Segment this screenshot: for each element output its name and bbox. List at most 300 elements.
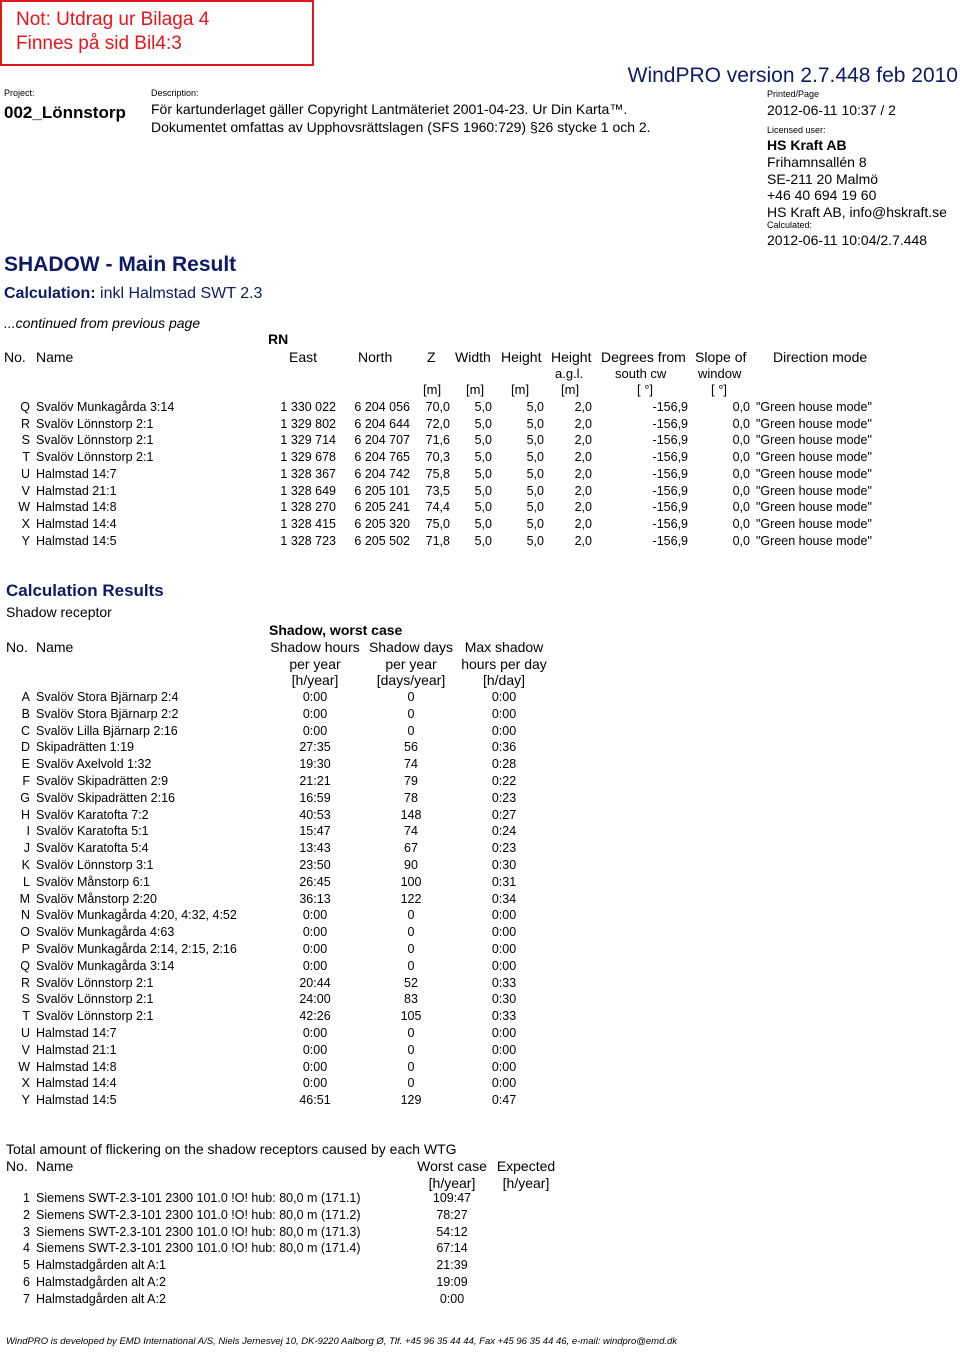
receptor-height: 5,0 [526,483,544,498]
receptor-agl: 2,0 [574,500,592,515]
result-shadow-days: 129 [400,1093,422,1108]
result-row [0,874,960,891]
result-shadow-hours: 26:45 [299,874,331,889]
receptor-no: V [21,483,30,498]
receptor-north: 6 205 241 [354,500,410,515]
result-row [0,924,960,941]
receptor-north: 6 205 502 [354,533,410,548]
receptor-name: Halmstad 21:1 [36,483,117,498]
col-slope: Slope of [695,349,747,365]
result-row [0,689,960,706]
receptor-no: T [22,450,30,465]
result-max-shadow: 0:00 [491,958,517,973]
receptor-slope: 0,0 [732,516,750,531]
result-row [0,1092,960,1109]
description-line-2: Dokumentet omfattas av Upphovsrättslagen (SFS 1960:729) §26 stycke 1 och 2. [151,119,651,135]
col-no: No. [4,349,26,365]
receptor-width: 5,0 [474,416,492,431]
receptor-z: 72,0 [425,416,450,431]
wtg-name: Siemens SWT-2.3-101 2300 101.0 !O! hub: 80,0 m (171.4) [36,1241,361,1256]
result-no: A [21,690,30,704]
result-shadow-days: 0 [407,1042,415,1057]
receptor-slope: 0,0 [732,500,750,515]
result-row [0,807,960,824]
result-row [0,891,960,908]
receptor-name: Svalöv Lönnstorp 2:1 [36,416,154,431]
receptor-height: 5,0 [526,500,544,515]
calculated-value: 2012-06-11 10:04/2.7.448 [767,232,928,248]
unit-height: [m] [511,382,530,397]
result-no: H [20,807,30,822]
result-shadow-days: 79 [404,774,418,788]
licensee-address-2: SE-211 20 Malmö [767,171,879,187]
result-row [0,840,960,857]
receptor-east: 1 328 723 [280,533,336,548]
receptor-row [0,483,960,500]
result-name: Svalöv Skipadrätten 2:16 [36,790,175,805]
result-no: K [21,858,30,872]
receptor-no: R [20,416,30,431]
result-row [0,975,960,992]
result-shadow-days: 52 [404,975,418,990]
result-row [0,1008,960,1025]
printed-label: Printed/Page [767,89,820,99]
result-shadow-hours: 0:00 [302,1076,328,1091]
res-col-days-unit: [days/year] [376,672,446,688]
result-row [0,857,960,874]
licensee-address-1: Frihamnsallén 8 [767,154,867,170]
result-shadow-days: 0 [407,908,415,923]
receptor-degrees: -156,9 [652,433,688,448]
result-shadow-hours: 0:00 [302,1059,328,1074]
result-name: Halmstad 14:5 [36,1093,117,1108]
receptor-row [0,466,960,483]
receptor-width: 5,0 [474,516,492,531]
result-row [0,823,960,840]
result-no: N [20,908,30,923]
col-slope-sub: window [698,366,742,381]
result-no: E [21,757,30,772]
receptor-direction-mode: "Green house mode" [756,483,872,498]
receptor-direction-mode: "Green house mode" [756,533,872,548]
receptor-height: 5,0 [526,400,544,414]
receptor-width: 5,0 [474,533,492,548]
result-shadow-hours: 42:26 [299,1009,331,1024]
wtg-row [0,1274,960,1291]
result-max-shadow: 0:00 [491,908,517,923]
result-no: B [21,706,30,721]
res-col-hours-sub: per year [289,656,341,672]
licensee-name: HS Kraft AB [767,137,847,153]
wtg-name: Halmstadgården alt A:1 [36,1258,166,1273]
note-line-1: Not: Utdrag ur Bilaga 4 [16,9,210,30]
wtg-no: 4 [23,1241,30,1256]
receptor-agl: 2,0 [574,533,592,548]
result-name: Svalöv Munkagårda 4:63 [36,925,175,940]
res-col-max-sub: hours per day [461,656,547,672]
result-shadow-days: 78 [404,790,418,805]
result-shadow-hours: 16:59 [299,790,331,805]
result-name: Halmstad 21:1 [36,1042,117,1057]
result-name: Halmstad 14:4 [36,1076,117,1091]
wtg-worst-case: 21:39 [436,1258,468,1273]
receptor-north: 6 204 742 [354,466,410,481]
wtg-no: 5 [23,1258,30,1273]
result-shadow-days: 83 [404,992,418,1007]
wtg-worst-case: 19:09 [436,1275,468,1289]
result-shadow-hours: 20:44 [299,975,331,990]
result-shadow-days: 74 [404,757,418,772]
receptor-height: 5,0 [526,516,544,531]
receptor-direction-mode: "Green house mode" [756,416,872,431]
receptor-east: 1 328 415 [280,516,336,531]
wtg-name: Siemens SWT-2.3-101 2300 101.0 !O! hub: 80,0 m (171.3) [36,1224,361,1239]
result-shadow-hours: 23:50 [299,858,331,872]
result-max-shadow: 0:27 [491,807,517,822]
receptor-east: 1 328 270 [280,500,336,515]
result-row [0,1025,960,1042]
result-shadow-days: 100 [400,874,422,889]
result-no: O [20,925,30,940]
project-label: Project: [4,88,35,98]
wtg-name: Halmstadgården alt A:2 [36,1275,166,1289]
receptor-agl: 2,0 [574,433,592,448]
receptor-no: Q [20,400,30,414]
receptor-width: 5,0 [474,433,492,448]
result-row [0,706,960,723]
receptor-z: 75,8 [425,466,450,481]
unit-degrees: [ °] [637,382,654,397]
result-row [0,773,960,790]
receptor-degrees: -156,9 [652,466,688,481]
result-max-shadow: 0:31 [491,874,517,889]
result-shadow-days: 90 [404,858,418,872]
receptor-degrees: -156,9 [652,400,688,414]
receptor-no: S [21,433,30,448]
result-no: T [22,1009,30,1024]
receptor-direction-mode: "Green house mode" [756,433,872,448]
result-shadow-days: 0 [407,1076,415,1091]
licensee-phone: +46 40 694 19 60 [767,187,877,203]
result-shadow-days: 0 [407,958,415,973]
result-name: Svalöv Lönnstorp 2:1 [36,975,154,990]
receptor-name: Svalöv Munkagårda 3:14 [36,400,175,414]
receptor-name: Halmstad 14:4 [36,516,117,531]
receptor-name: Halmstad 14:8 [36,500,117,515]
receptor-no: W [18,500,30,515]
receptor-slope: 0,0 [732,400,750,414]
result-no: L [23,874,30,889]
receptor-name: Svalöv Lönnstorp 2:1 [36,433,154,448]
result-shadow-days: 0 [407,706,415,721]
result-shadow-days: 0 [407,1059,415,1074]
receptor-width: 5,0 [474,500,492,515]
result-shadow-hours: 21:21 [299,774,331,788]
res-col-name: Name [36,639,74,655]
wtg-no: 6 [23,1275,30,1289]
result-shadow-hours: 0:00 [302,706,328,721]
receptor-no: X [21,516,30,531]
receptor-z: 71,8 [425,533,450,548]
res-col-no: No. [6,639,28,655]
result-name: Svalöv Skipadrätten 2:9 [36,774,169,788]
result-name: Svalöv Karatofta 5:4 [36,841,149,856]
result-shadow-days: 56 [404,740,418,755]
result-max-shadow: 0:34 [491,891,517,906]
receptor-slope: 0,0 [732,466,750,481]
result-shadow-days: 148 [400,807,422,822]
wtg-name: Siemens SWT-2.3-101 2300 101.0 !O! hub: 80,0 m (171.1) [36,1191,361,1205]
rn-label: RN [268,331,289,347]
result-row [0,991,960,1008]
results-subtitle: Shadow receptor [6,604,112,620]
licensed-label: Licensed user: [767,125,826,135]
result-no: M [19,891,30,906]
result-shadow-days: 105 [400,1009,422,1024]
receptor-north: 6 204 644 [354,416,410,431]
result-max-shadow: 0:30 [491,858,517,872]
receptor-direction-mode: "Green house mode" [756,400,872,414]
receptor-agl: 2,0 [574,400,592,414]
calculation-label: Calculation: [4,285,96,302]
result-shadow-hours: 0:00 [302,690,328,704]
wtg-worst-case: 0:00 [439,1291,465,1306]
result-max-shadow: 0:33 [491,1009,517,1024]
receptor-east: 1 329 802 [280,416,336,431]
result-name: Svalöv Karatofta 7:2 [36,807,149,822]
receptor-z: 70,3 [425,450,450,465]
result-shadow-days: 0 [407,925,415,940]
result-max-shadow: 0:33 [491,975,517,990]
result-shadow-hours: 19:30 [299,757,331,772]
receptor-degrees: -156,9 [652,483,688,498]
result-no: W [18,1059,30,1074]
receptor-row [0,449,960,466]
receptor-slope: 0,0 [732,450,750,465]
result-row [0,756,960,773]
result-max-shadow: 0:30 [491,992,517,1007]
result-shadow-days: 74 [404,824,418,839]
receptor-name: Halmstad 14:5 [36,533,117,548]
receptor-north: 6 204 056 [354,400,410,414]
col-height-agl: Height [551,349,592,365]
result-row [0,907,960,924]
res-col-max: Max shadow [464,639,544,655]
result-name: Svalöv Axelvold 1:32 [36,757,152,772]
receptor-direction-mode: "Green house mode" [756,516,872,531]
result-name: Svalöv Stora Bjärnarp 2:2 [36,706,179,721]
receptor-agl: 2,0 [574,416,592,431]
result-no: G [20,790,30,805]
wtg-name: Siemens SWT-2.3-101 2300 101.0 !O! hub: 80,0 m (171.2) [36,1207,361,1222]
result-max-shadow: 0:00 [491,1026,517,1040]
receptor-row [0,432,960,449]
result-no: Q [20,958,30,973]
receptor-z: 74,4 [425,500,450,515]
wtg-row [0,1291,960,1308]
receptor-row [0,533,960,550]
wtg-name: Halmstadgården alt A:2 [36,1291,166,1306]
receptor-slope: 0,0 [732,433,750,448]
receptor-degrees: -156,9 [652,416,688,431]
unit-width: [m] [466,382,485,397]
receptor-degrees: -156,9 [652,516,688,531]
result-name: Svalöv Månstorp 2:20 [36,891,157,906]
result-name: Svalöv Munkagårda 4:20, 4:32, 4:52 [36,908,237,923]
res-col-max-unit: [h/day] [482,672,526,688]
result-name: Svalöv Lönnstorp 2:1 [36,992,154,1007]
result-no: J [23,841,30,856]
receptor-north: 6 204 765 [354,450,410,465]
calculated-label: Calculated: [767,220,813,230]
footer-text: WindPRO is developed by EMD International A/S, Niels Jernesvej 10, DK-9220 Aalborg Ø, Tlf. +45 96 35 44 44, Fax +45 96 35 44 46, e-mail: windpro@emd.dk [6,1336,678,1347]
receptor-slope: 0,0 [732,483,750,498]
wtg-row [0,1257,960,1274]
result-name: Svalöv Stora Bjärnarp 2:4 [36,690,179,704]
result-max-shadow: 0:00 [491,706,517,721]
receptor-z: 71,6 [425,433,450,448]
result-no: X [21,1076,30,1091]
result-shadow-days: 0 [407,942,415,956]
result-name: Svalöv Lilla Bjärnarp 2:16 [36,723,178,738]
receptor-height: 5,0 [526,433,544,448]
result-name: Svalöv Munkagårda 3:14 [36,958,175,973]
result-no: Y [21,1093,30,1108]
receptor-east: 1 330 022 [280,400,336,414]
result-name: Halmstad 14:7 [36,1026,117,1040]
printed-value: 2012-06-11 10:37 / 2 [767,102,896,118]
result-row [0,1075,960,1092]
wtg-worst-case: 54:12 [436,1224,468,1239]
result-max-shadow: 0:00 [491,1076,517,1091]
result-shadow-hours: 0:00 [302,723,328,738]
wtg-title: Total amount of flickering on the shadow receptors caused by each WTG [6,1141,457,1157]
receptor-north: 6 204 707 [354,433,410,448]
result-name: Svalöv Månstorp 6:1 [36,874,150,889]
receptor-no: U [20,466,30,481]
col-north: North [358,349,393,365]
col-height: Height [501,349,542,365]
receptor-width: 5,0 [474,450,492,465]
note-line-2: Finnes på sid Bil4:3 [16,33,182,54]
receptor-row [0,516,960,533]
unit-z: [m] [423,382,442,397]
receptor-slope: 0,0 [732,533,750,548]
result-shadow-hours: 24:00 [299,992,331,1007]
result-max-shadow: 0:00 [491,925,517,940]
calculation-name: inkl Halmstad SWT 2.3 [100,285,263,302]
result-name: Svalöv Lönnstorp 2:1 [36,1009,154,1024]
result-shadow-hours: 46:51 [299,1093,331,1108]
wtg-col-name: Name [36,1158,74,1174]
wtg-col-worst: Worst case [417,1158,487,1174]
receptor-width: 5,0 [474,483,492,498]
version-text: WindPRO version 2.7.448 feb 2010 [627,64,958,87]
results-title: Calculation Results [6,581,164,600]
result-name: Svalöv Karatofta 5:1 [36,824,149,839]
result-name: Svalöv Munkagårda 2:14, 2:15, 2:16 [36,942,237,956]
result-shadow-days: 122 [400,891,422,906]
result-row [0,1059,960,1076]
res-col-hours-unit: [h/year] [291,672,339,688]
receptor-east: 1 328 367 [280,466,336,481]
worst-case-label: Shadow, worst case [269,622,403,638]
receptor-height: 5,0 [526,466,544,481]
wtg-no: 3 [23,1224,30,1239]
col-degrees-sub: south cw [615,366,667,381]
wtg-row [0,1190,960,1207]
wtg-col-expected-unit: [h/year] [502,1175,550,1191]
result-max-shadow: 0:00 [491,690,517,704]
result-max-shadow: 0:22 [491,774,517,788]
receptor-degrees: -156,9 [652,500,688,515]
receptor-width: 5,0 [474,400,492,414]
wtg-worst-case: 109:47 [432,1191,472,1205]
wtg-no: 2 [23,1207,30,1222]
receptor-east: 1 328 649 [280,483,336,498]
unit-slope: [ °] [711,382,728,397]
result-name: Halmstad 14:8 [36,1059,117,1074]
result-no: U [20,1026,30,1040]
description-line-1: För kartunderlaget gäller Copyright Lantmäteriet 2001-04-23. Ur Din Karta™. [151,101,628,117]
result-max-shadow: 0:00 [491,1059,517,1074]
result-shadow-hours: 27:35 [299,740,331,755]
wtg-col-no: No. [6,1158,28,1174]
receptor-degrees: -156,9 [652,533,688,548]
result-max-shadow: 0:00 [491,723,517,738]
receptor-height: 5,0 [526,533,544,548]
receptor-name: Svalöv Lönnstorp 2:1 [36,450,154,465]
receptor-name: Halmstad 14:7 [36,466,117,481]
result-max-shadow: 0:00 [491,942,517,956]
continued-note: ...continued from previous page [4,315,201,331]
result-shadow-days: 0 [407,1026,415,1040]
receptor-row [0,416,960,433]
wtg-worst-case: 67:14 [436,1241,468,1256]
result-shadow-hours: 0:00 [302,958,328,973]
description-label: Description: [151,88,199,98]
wtg-no: 1 [23,1191,30,1205]
wtg-worst-case: 78:27 [436,1207,468,1222]
receptor-agl: 2,0 [574,516,592,531]
result-no: F [22,774,30,788]
result-row [0,723,960,740]
result-no: D [20,740,30,755]
result-shadow-hours: 15:47 [299,824,331,839]
wtg-no: 7 [23,1291,30,1306]
result-no: R [20,975,30,990]
col-east: East [289,349,318,365]
result-max-shadow: 0:28 [491,757,517,772]
result-no: V [21,1042,30,1057]
receptor-north: 6 205 320 [354,516,410,531]
result-no: S [21,992,30,1007]
result-name: Svalöv Lönnstorp 3:1 [36,858,154,872]
result-shadow-hours: 0:00 [302,908,328,923]
receptor-direction-mode: "Green house mode" [756,466,872,481]
col-width: Width [455,349,491,365]
col-z: Z [427,349,436,365]
result-shadow-days: 67 [404,841,418,856]
col-name: Name [36,349,74,365]
result-max-shadow: 0:47 [491,1093,517,1108]
result-shadow-days: 0 [407,723,415,738]
result-row [0,958,960,975]
result-shadow-days: 0 [407,690,415,704]
result-row [0,790,960,807]
receptor-agl: 2,0 [574,466,592,481]
receptor-height: 5,0 [526,416,544,431]
